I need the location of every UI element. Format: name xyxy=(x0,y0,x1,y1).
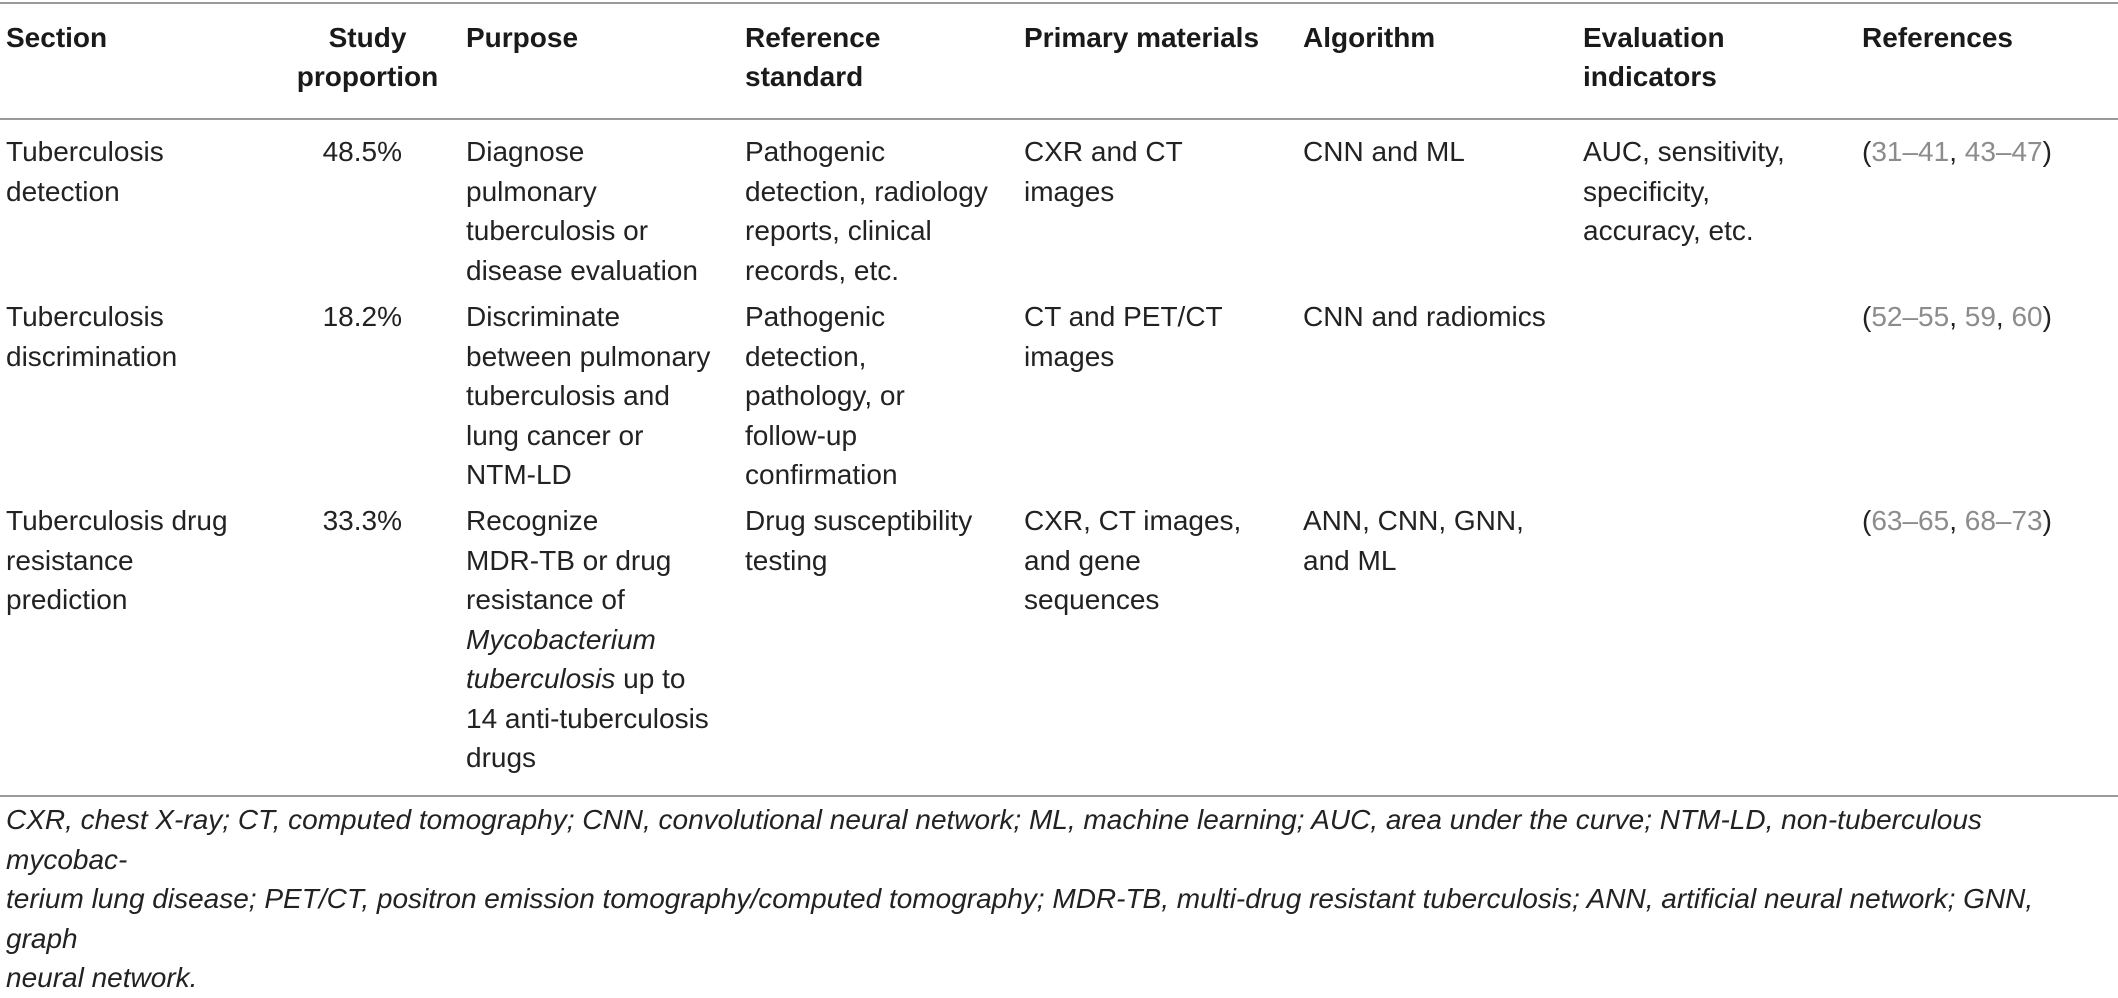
reference-link[interactable]: 63–65 xyxy=(1871,505,1950,536)
header-algorithm: Algorithm xyxy=(1303,22,1436,53)
table-row-2-algorithm: CNN and radiomics xyxy=(1303,301,1546,332)
table-row-1-purpose: Diagnose pulmonary tuberculosis or disease evaluation xyxy=(466,136,698,286)
header-evaluation-indicators: Evaluation indicators xyxy=(1583,22,1725,92)
header-primary-materials: Primary materials xyxy=(1024,22,1260,53)
table-row-2-section: Tuberculosis discrimination xyxy=(6,301,178,372)
table-row-2-proportion: 18.2% xyxy=(322,301,402,332)
table-row-2-reference-standard: Pathogenic detection, pathology, or follow-up confirmation xyxy=(745,301,905,490)
table-row-1-reference-standard: Pathogenic detection, radiology reports, clinical records, etc. xyxy=(745,136,988,286)
reference-link[interactable]: 59 xyxy=(1964,301,1996,332)
table-row-1-algorithm: CNN and ML xyxy=(1303,136,1465,167)
table-row-1-primary-materials: CXR and CT images xyxy=(1024,136,1183,207)
footnote-line: terium lung disease; PET/CT, positron emission tomography/computed tomography; MDR-TB, multi-drug resistant tuberculosis; ANN, artificial neural network; GNN, graph xyxy=(6,883,2034,954)
header-divider-rule xyxy=(0,118,2118,120)
reference-link[interactable]: 68–73 xyxy=(1964,505,2043,536)
reference-link[interactable]: 52–55 xyxy=(1871,301,1950,332)
header-study-proportion: Study proportion xyxy=(296,22,439,92)
table-row-3-algorithm: ANN, CNN, GNN, and ML xyxy=(1303,505,1524,576)
table-row-3-reference-standard: Drug susceptibility testing xyxy=(745,505,973,576)
table-row-3-references: (63–65, 68–73) xyxy=(1862,505,2052,536)
table-top-rule xyxy=(0,2,2118,4)
table-footnote xyxy=(6,800,2106,998)
header-references: References xyxy=(1862,22,2013,53)
table-row-3-section: Tuberculosis drug resistance prediction xyxy=(6,505,228,615)
footnote-line: CXR, chest X-ray; CT, computed tomography; CNN, convolutional neural network; ML, machine learning; AUC, area under the curve; NTM-LD, non-tuberculous mycobac- xyxy=(6,804,1982,875)
table-row-2-purpose: Discriminate between pulmonary tuberculosis and lung cancer or NTM-LD xyxy=(466,301,711,490)
table-row-3-purpose: Recognize MDR-TB or drug resistance of Mycobacterium tuberculosis up to 14 anti-tuberculosis drugs xyxy=(466,505,709,773)
footnote-line: neural network. xyxy=(6,962,198,993)
table-row-1-proportion: 48.5% xyxy=(322,136,402,167)
table-row-3-primary-materials: CXR, CT images, and gene sequences xyxy=(1024,505,1242,615)
reference-link[interactable]: 60 xyxy=(2011,301,2043,332)
reference-link[interactable]: 43–47 xyxy=(1964,136,2043,167)
header-section: Section xyxy=(6,22,108,53)
table-bottom-rule xyxy=(0,795,2118,797)
table-row-3-proportion: 33.3% xyxy=(322,505,402,536)
table-row-2-references: (52–55, 59, 60) xyxy=(1862,301,2052,332)
reference-link[interactable]: 31–41 xyxy=(1871,136,1950,167)
header-purpose: Purpose xyxy=(466,22,579,53)
header-reference-standard: Reference standard xyxy=(745,22,881,92)
table-row-1-evaluation: AUC, sensitivity, specificity, accuracy, etc. xyxy=(1583,136,1785,246)
table-row-1-section: Tuberculosis detection xyxy=(6,136,164,207)
table-row-1-references: (31–41, 43–47) xyxy=(1862,136,2052,167)
table-row-2-primary-materials: CT and PET/CT images xyxy=(1024,301,1223,372)
